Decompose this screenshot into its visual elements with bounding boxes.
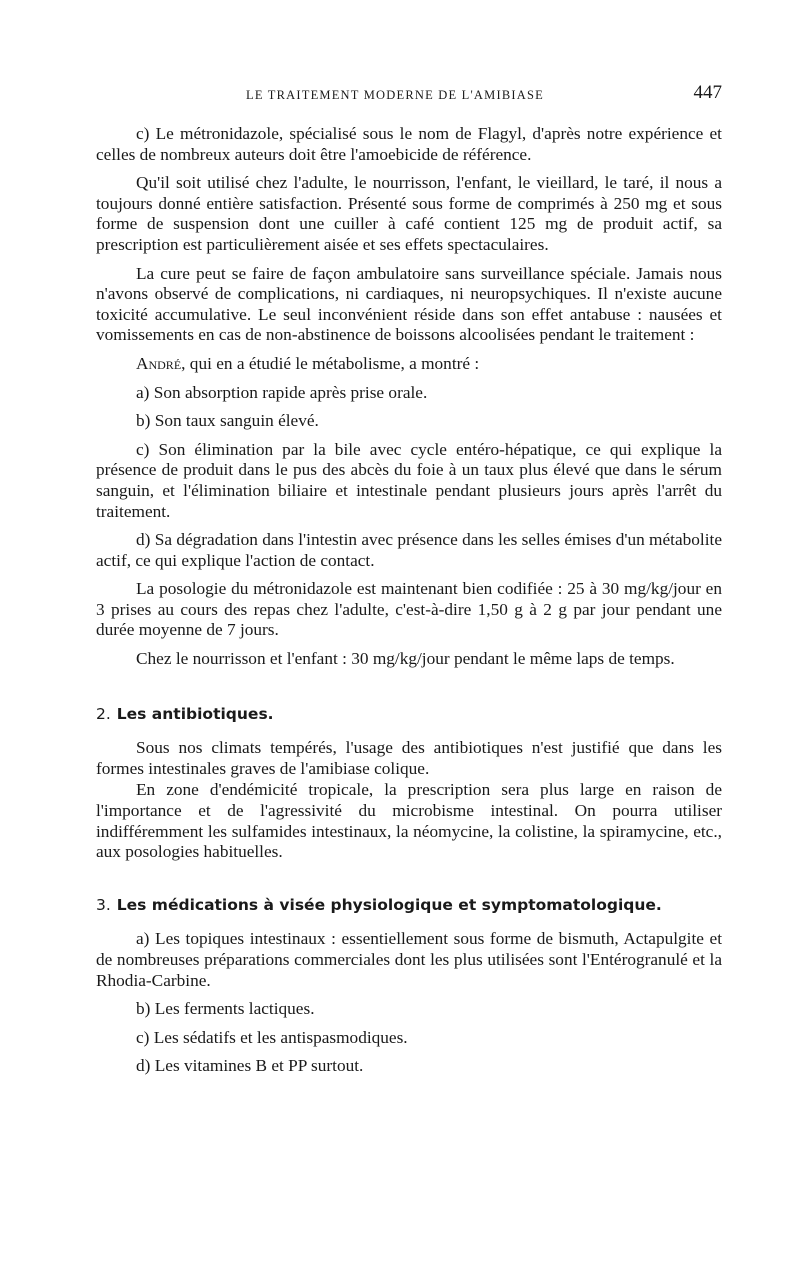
page-number: 447: [693, 82, 722, 103]
paragraph-andre-text: , qui en a étudié le métabolisme, a montré :: [181, 353, 480, 373]
paragraph-zone-tropicale: En zone d'endémicité tropicale, la prescription sera plus large en raison de l'importance et de l'agressivité du microbisme intestinal. On pourra utiliser indifféremment les sulfamides intestinaux, la néomycine, la colistine, la spiramycine, etc., aux posologies habituelles.: [96, 780, 722, 862]
paragraph-enfant: Chez le nourrisson et l'enfant : 30 mg/kg/jour pendant le même laps de temps.: [136, 649, 675, 669]
running-title: LE TRAITEMENT MODERNE DE L'AMIBIASE: [246, 88, 544, 102]
section-heading-medications: [96, 895, 722, 916]
list-item-b: b) Son taux sanguin élevé.: [136, 411, 319, 431]
list-item-c: c) Son élimination par la bile avec cycle entéro-hépatique, ce qui explique la présence de produit dans le pus des abcès du foie à un taux plus élevé que dans le sérum sanguin, et l'élimination biliaire et intestinale pendant plusieurs jours après l'arrêt du traitement.: [96, 439, 722, 521]
paragraph-metronidazole-intro: c) Le métronidazole, spécialisé sous le nom de Flagyl, d'après notre expérience et celles de nombreux auteurs doit être l'amoebicide de référence.: [96, 124, 722, 164]
paragraph-andre: [96, 354, 722, 375]
list-item-b: b) Les ferments lactiques.: [136, 999, 315, 1019]
list-item-a: a) Son absorption rapide après prise orale.: [136, 382, 428, 402]
list-item-a: a) Les topiques intestinaux : essentiellement sous forme de bismuth, Actapulgite et de nombreuses préparations commerciales dont les plus utilisées sont l'Entérogranulé et la Rhodia-Carbine.: [96, 929, 722, 990]
list-item-c: c) Les sédatifs et les antispasmodiques.: [136, 1027, 408, 1047]
page-header: [96, 84, 722, 108]
section-title: Les antibiotiques.: [116, 704, 274, 723]
paragraph-climats: Sous nos climats tempérés, l'usage des antibiotiques n'est justifié que dans les formes intestinales graves de l'amibiase colique.: [96, 738, 722, 778]
paragraph-posologie: La posologie du métronidazole est maintenant bien codifiée : 25 à 30 mg/kg/jour en 3 prises au cours des repas chez l'adulte, c'est-à-dire 1,50 g à 2 g par jour pendant une durée moyenne de 7 jours.: [96, 579, 722, 640]
body-text: [96, 124, 722, 1085]
paragraph-usage: Qu'il soit utilisé chez l'adulte, le nourrisson, l'enfant, le vieillard, le taré, il nous a toujours donné entière satisfaction. Présenté sous forme de comprimés à 250 mg et sous forme de suspension dont une cuiller à café contient 125 mg de produit actif, sa prescription est particulièrement aisée et ses effets spectaculaires.: [96, 173, 722, 254]
paragraph-cure: La cure peut se faire de façon ambulatoire sans surveillance spéciale. Jamais nous n'avons observé de complications, ni cardiaques, ni neuropsychiques. Il n'existe aucune toxicité accumulative. Le seul inconvénient réside dans son effet antabuse : nausées et vomissements en cas de non-abstinence de boissons alcoolisées pendant le traitement :: [96, 263, 722, 345]
section-number: 3.: [96, 895, 111, 914]
list-item-d: d) Sa dégradation dans l'intestin avec présence dans les selles émises d'un métabolite actif, ce qui explique l'action de contact.: [96, 530, 722, 570]
section-heading-antibiotiques: [96, 704, 722, 725]
section-number: 2.: [96, 704, 111, 723]
section-title: Les médications à visée physiologique et symptomatologique.: [116, 895, 662, 914]
author-name: André: [136, 353, 182, 373]
list-item-d: d) Les vitamines B et PP surtout.: [136, 1056, 364, 1076]
